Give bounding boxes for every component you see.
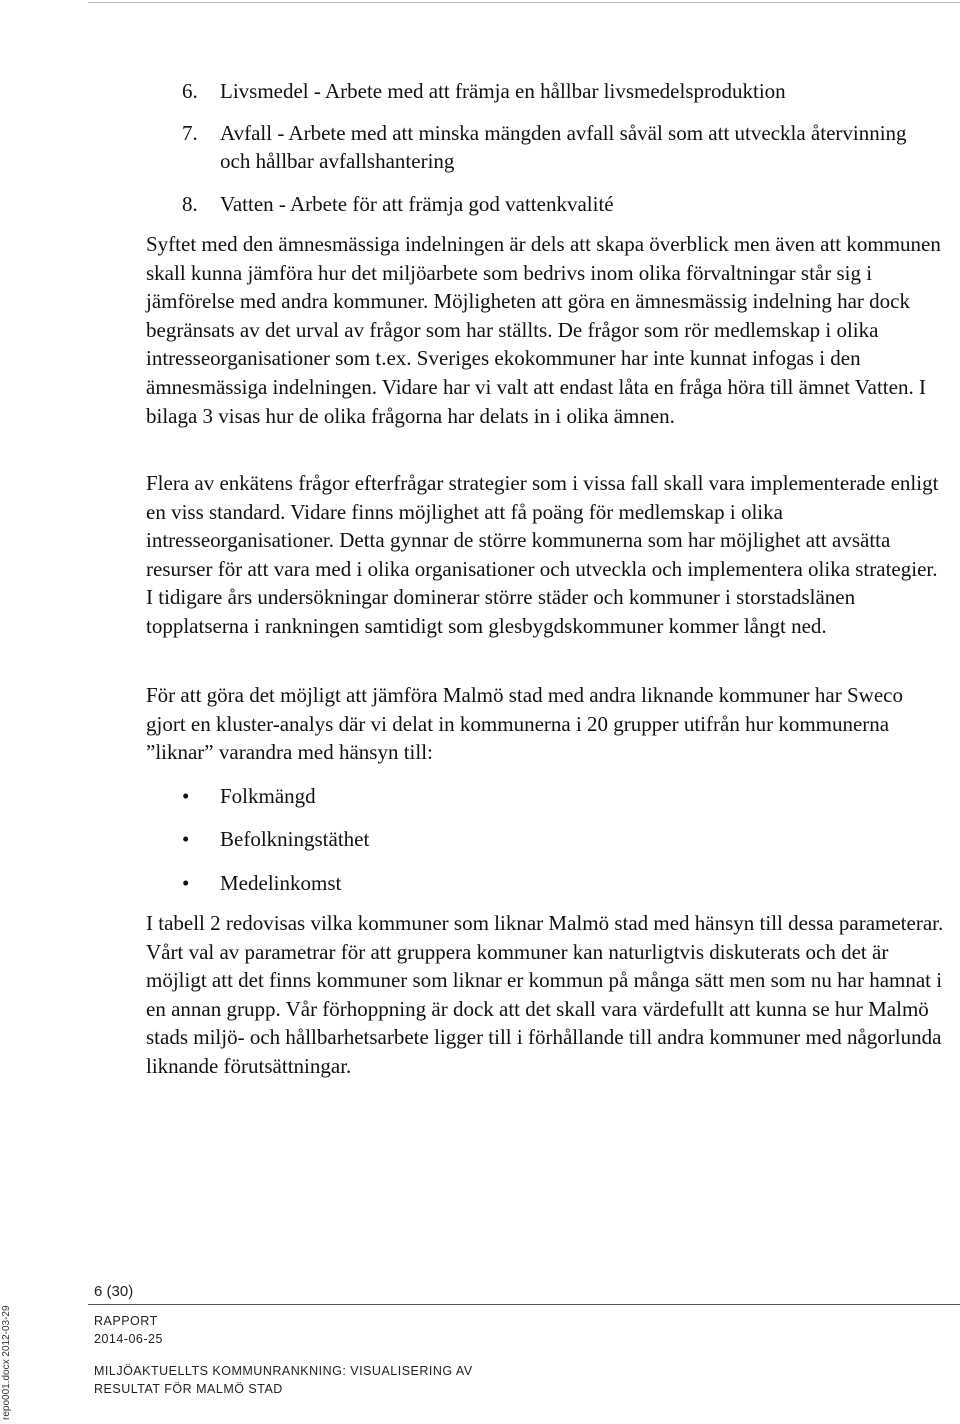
footer-rule — [88, 1304, 960, 1305]
bullet-label: Medelinkomst — [220, 871, 342, 895]
footer-title-line-1: MILJÖAKTUELLTS KOMMUNRANKNING: VISUALISERING AV — [94, 1364, 473, 1378]
footer-doc-type: RAPPORT — [94, 1314, 158, 1328]
bullet-item-folkmangd — [182, 782, 316, 810]
bullet-marker: • — [182, 827, 190, 851]
list-item-6 — [182, 77, 942, 105]
paragraph-table-2: I tabell 2 redovisas vilka kommuner som liknar Malmö stad med hänsyn till dessa parameterar. Vårt val av parametrar för att gruppera kommuner kan naturligtvis diskuterats och det är möjligt att det finns kommuner som liknar er kommun på många sätt men som nu har hamnat i en annan grupp. Vår förhoppning är dock att det skall vara värdefullt att kunna se hur Malmö stads miljö- och hållbarhetsarbete ligger till i förhållande till andra kommuner med någorlunda liknande förutsättningar. — [146, 911, 944, 1078]
page-number: 6 (30) — [94, 1283, 134, 1300]
footer-date: 2014-06-25 — [94, 1332, 163, 1346]
bullet-marker: • — [182, 871, 190, 895]
list-text: Vatten - Arbete för att främja god vattenkvalité — [220, 192, 614, 216]
list-item-7 — [182, 119, 922, 175]
bullet-label: Folkmängd — [220, 784, 316, 808]
footer-title-line-2: RESULTAT FÖR MALMÖ STAD — [94, 1382, 283, 1396]
paragraph-strategies: Flera av enkätens frågor efterfrågar strategier som i vissa fall skall vara implementerade enligt en viss standard. Vidare finns möjlighet att få poäng för medlemskap i olika intresseorganisationer. Detta gynnar de större kommunerna som har möjlighet att avsätta resurser för att vara med i olika organisationer och utveckla och implementera olika strategier. I tidigare års undersökningar dominerar större städer och kommuner i storstadslänen topplatserna i rankningen samtidigt som glesbygdskommuner kommer långt ned. — [146, 471, 939, 638]
side-document-reference: repo001.docx 2012-03-29 — [1, 1305, 12, 1420]
top-rule — [88, 2, 960, 3]
paragraph-purpose: Syftet med den ämnesmässiga indelningen är dels att skapa överblick men även att kommunen skall kunna jämföra hur det miljöarbete som bedrivs inom olika förvaltningar står sig i jämförelse med andra kommuner. Möjligheten att göra en ämnesmässig indelning har dock begränsats av det urval av frågor som har ställts. De frågor som rör medlemskap i olika intresseorganisationer som t.ex. Sveriges ekokommuner har inte kunnat infogas i den ämnesmässiga indelningen. Vidare har vi valt att endast låta en fråga höra till ämnet Vatten. I bilaga 3 visas hur de olika frågorna har delats in i olika ämnen. — [146, 232, 941, 428]
bullet-marker: • — [182, 784, 190, 808]
bullet-label: Befolkningstäthet — [220, 827, 370, 851]
list-text: Avfall - Arbete med att minska mängden avfall såväl som att utveckla återvinning och hållbar avfallshantering — [220, 121, 907, 173]
list-number: 7. — [182, 121, 198, 145]
list-item-8 — [182, 190, 942, 218]
bullet-item-medelinkomst — [182, 869, 341, 897]
bullet-item-befolkningstathet — [182, 825, 369, 853]
list-number: 8. — [182, 192, 198, 216]
list-number: 6. — [182, 79, 198, 103]
list-text: Livsmedel - Arbete med att främja en hållbar livsmedelsproduktion — [220, 79, 786, 103]
paragraph-cluster-analysis: För att göra det möjligt att jämföra Malmö stad med andra liknande kommuner har Sweco gjort en kluster-analys där vi delat in kommunerna i 20 grupper utifrån hur kommunerna ”liknar” varandra med hänsyn till: — [146, 683, 903, 765]
